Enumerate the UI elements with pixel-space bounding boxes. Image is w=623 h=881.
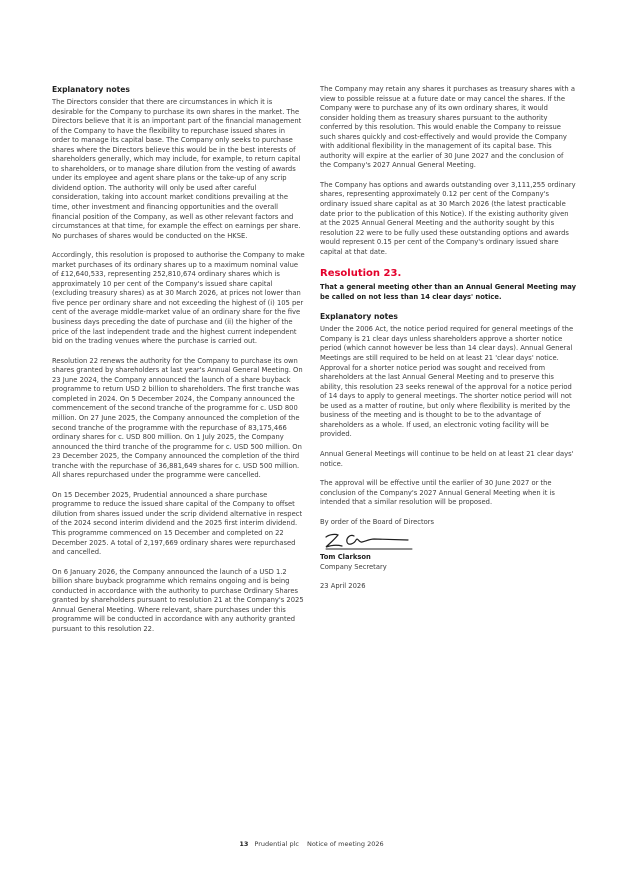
right-column bbox=[320, 85, 576, 602]
paragraph: The Company may retain any shares it purchases as treasury shares with a view to possible reissue at a future date or may cancel the shares. If the Company were to purchase any of its own ordinary shares, it would consider holding them as treasury shares pursuant to the authority conferred by this resolution. This would enable the Company to reissue such shares quickly and cost-effectively and would provide the Company with additional flexibility in the management of its capital base. This authority will expire at the earlier of 30 June 2027 and the conclusion of the Company's 2027 Annual General Meeting. bbox=[320, 85, 575, 170]
paragraph: Accordingly, this resolution is proposed to authorise the Company to make market purchases of its ordinary shares up to a maximum nominal value of £12,640,533, representing 252,810,674 ordinary shares which is approximately 10 per cent of the Company's issued share capital (excluding treasury shares) as at 30 March 2026, at prices not lower than five pence per ordinary share and not exceeding the highest of (i) 105 per cent of the average middle-market value of an ordinary share for the five business days preceding the date of purchase and (ii) the higher of the price of the last independent trade and the highest current independent bid on the trading venues where the purchase is carried out. bbox=[52, 251, 305, 346]
paragraph: Annual General Meetings will continue to be held on at least 21 clear days' notice. bbox=[320, 449, 574, 468]
paragraph: On 6 January 2026, the Company announced the launch of a USD 1.2 billion share buyback programme which remains ongoing and is being conducted in accordance with the authority to purchase Ordinary Shares granted by shareholders pursuant to resolution 21 at the Company's 2025 Annual General Meeting. Where relevant, share purchases under this programme will be conducted in accordance with any authority granted pursuant to this resolution 22. bbox=[52, 567, 304, 633]
explanatory-notes-heading: Explanatory notes bbox=[52, 85, 130, 94]
paragraph: The Directors consider that there are circumstances in which it is desirable for the Company to purchase its own shares in the market. The Directors believe that it is an important part of the financial management of the Company to have the flexibility to repurchase issued shares in order to manage its capital base. The Company only seeks to purchase shares where the Directors believe this would be in the best interests of shareholders generally, which may include, for example, to return capital to shareholders, or to manage share dilution from the vesting of awards under its employee and agent share plans or the take-up of any scrip dividend option. The authority will only be used after careful consideration, taking into account market conditions prevailing at the time, other investment and financing opportunities and the overall financial position of the Company, as well as other relevant factors and circumstances at that time, for example the effect on earnings per share. No purchases of shares would be conducted on the HKSE. bbox=[52, 98, 302, 240]
signer-name: Tom Clarkson bbox=[320, 553, 371, 562]
left-column bbox=[52, 85, 305, 644]
paragraph: Under the 2006 Act, the notice period required for general meetings of the Company is 21 clear days unless shareholders approve a shorter notice period (which cannot however be less than 14 clear days). Annual General Meetings are still required to be held on at least 21 'clear days' notice. Approval for a shorter notice period was sought and received from shareholders at the last Annual General Meeting and to preserve this ability, this resolution 23 seeks renewal of the approval for a notice period of 14 days to apply to general meetings. The shorter notice period will not be used as a matter of routine, but only where flexibility is merited by the business of the meeting and is thought to be to the advantage of shareholders as a whole. If used, an electronic voting facility will be provided. bbox=[320, 325, 574, 439]
page-number: 13 bbox=[239, 840, 249, 848]
footer-document-title: Notice of meeting 2026 bbox=[306, 840, 384, 848]
resolution-text: That a general meeting other than an Annual General Meeting may be called on not less than 14 clear days' notice. bbox=[320, 283, 576, 301]
paragraph: On 15 December 2025, Prudential announced a share purchase programme to reduce the issued share capital of the Company to offset dilution from shares issued under the scrip dividend alternative in respect of the 2024 second interim dividend and the 2025 first interim dividend. This programme commenced on 15 December and completed on 22 December 2025. A total of 2,197,669 ordinary shares were repurchased and cancelled. bbox=[52, 490, 303, 557]
paragraph: The approval will be effective until the earlier of 30 June 2027 or the conclusion of the Company's 2027 Annual General Meeting when it is intended that a similar resolution will be proposed. bbox=[320, 479, 555, 507]
explanatory-notes-heading: Explanatory notes bbox=[320, 312, 398, 322]
resolution-title: Resolution 23. bbox=[320, 268, 402, 280]
signature-image bbox=[320, 527, 415, 553]
document-date: 23 April 2026 bbox=[320, 582, 366, 591]
board-order-text: By order of the Board of Directors bbox=[320, 517, 435, 526]
paragraph: Resolution 22 renews the authority for the Company to purchase its own shares granted by shareholders at last year's Annual General Meeting. On 23 June 2024, the Company announced the launch of a share buyback programme to return USD 2 billion to shareholders. The first tranche was completed in 2024. On 5 December 2024, the Company announced the commencement of the second tranche of the programme for c. USD 800 million. On 27 June 2025, the Company announced the completion of the second tranche of the programme with the repurchase of 83,175,466 ordinary shares for c. USD 800 million. On 1 July 2025, the Company announced the third tranche of the programme for c. USD 500 million. On 23 December 2025, the Company announced the completion of the third tranche with the repurchase of 36,881,649 shares for c. USD 500 million. All shares repurchased under the programme were cancelled. bbox=[52, 356, 303, 480]
signature-block bbox=[320, 527, 576, 592]
signer-role: Company Secretary bbox=[320, 562, 387, 571]
paragraph: The Company has options and awards outstanding over 3,111,255 ordinary shares, representing approximately 0.12 per cent of the Company's ordinary issued share capital as at 30 March 2026 (the latest practicable date prior to the publication of this Notice). If the existing authority given at the 2025 Annual General Meeting and the authority sought by this resolution 22 were to be fully used these outstanding options and awards would represent 0.15 per cent of the Company's ordinary issued share capital at that date. bbox=[320, 180, 576, 256]
page-footer bbox=[0, 840, 623, 848]
footer-company: Prudential plc bbox=[254, 840, 299, 848]
